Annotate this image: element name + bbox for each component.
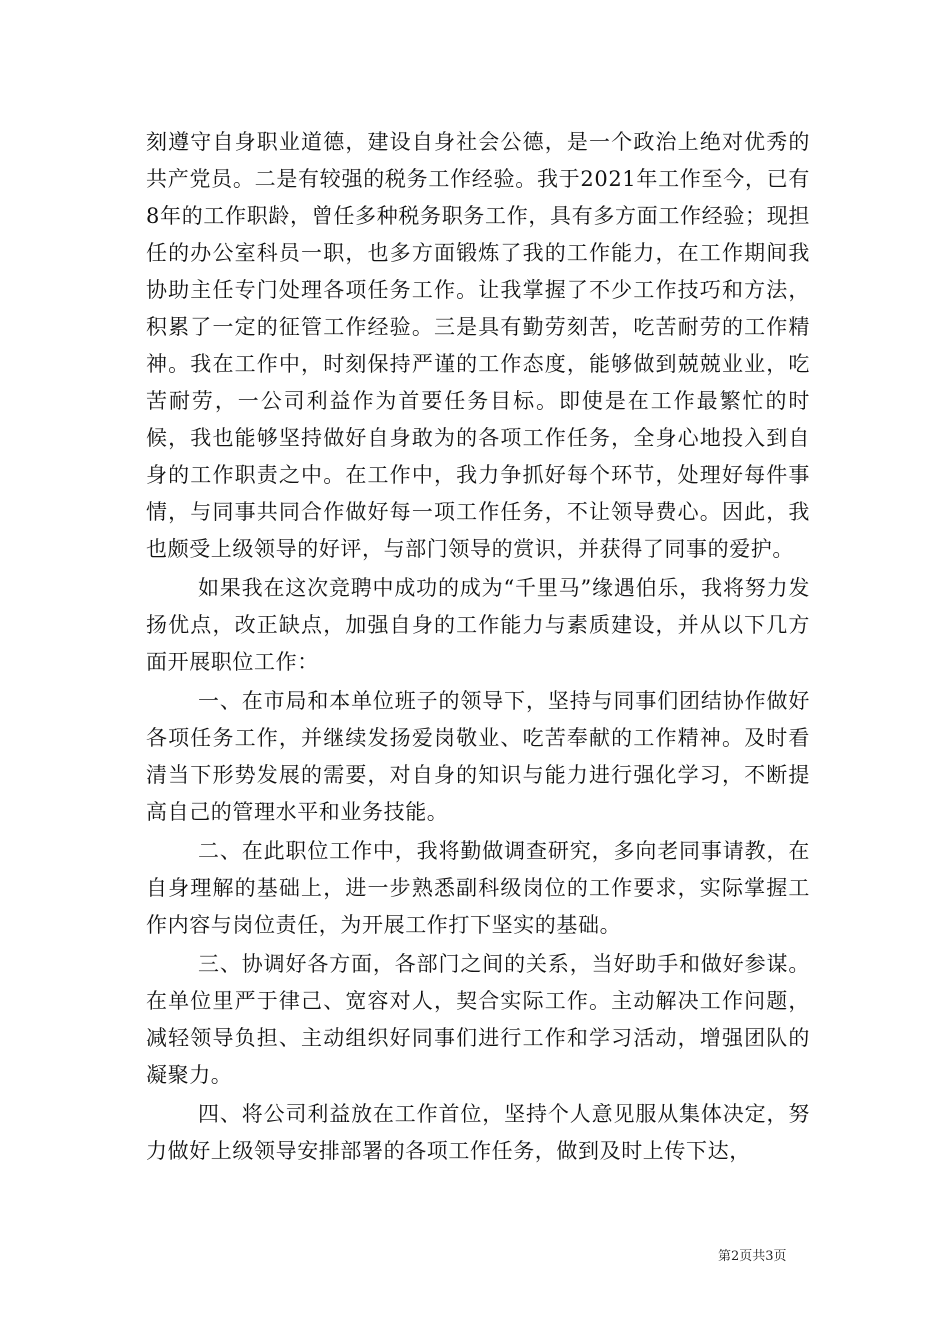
paragraph-intro-plan: 如果我在这次竞聘中成功的成为“千里马”缘遇伯乐，我将努力发扬优点，改正缺点，加强自身的工作能力与素质建设，并从以下几方面开展职位工作： [146,576,810,674]
paragraph-point-one: 一、在市局和本单位班子的领导下，坚持与同事们团结协作做好各项任务工作，并继续发扬爱岗敬业、吃苦奉献的工作精神。及时看清当下形势发展的需要，对自身的知识与能力进行强化学习，不断提高自己的管理水平和业务技能。 [146,689,810,824]
paragraph-continued: 刻遵守自身职业道德，建设自身社会公德，是一个政治上绝对优秀的共产党员。二是有较强的税务工作经验。我于2021年工作至今，已有8年的工作职龄，曾任多种税务职务工作，具有多方面工作经验；现担任的办公室科员一职，也多方面锻炼了我的工作能力，在工作期间我协助主任专门处理各项任务工作。让我掌握了不少工作技巧和方法，积累了一定的征管工作经验。三是具有勤劳刻苦，吃苦耐劳的工作精神。我在工作中，时刻保持严谨的工作态度，能够做到兢兢业业，吃苦耐劳，一公司利益作为首要任务目标。即使是在工作最繁忙的时候，我也能够坚持做好自身敢为的各项工作任务，全身心地投入到自身的工作职责之中。在工作中，我力争抓好每个环节，处理好每件事情，与同事共同合作做好每一项工作任务，不让领导费心。因此，我也颇受上级领导的好评，与部门领导的赏识，并获得了同事的爱护。 [146,130,810,561]
paragraph-point-three: 三、协调好各方面，各部门之间的关系，当好助手和做好参谋。在单位里严于律己、宽容对人，契合实际工作。主动解决工作问题，减轻领导负担、主动组织好同事们进行工作和学习活动，增强团队的凝聚力。 [146,952,810,1087]
paragraph-point-four: 四、将公司利益放在工作首位，坚持个人意见服从集体决定，努力做好上级领导安排部署的各项工作任务，做到及时上传下达， [146,1102,810,1163]
paragraph-point-two: 二、在此职位工作中，我将勤做调查研究，多向老同事请教，在自身理解的基础上，进一步熟悉副科级岗位的工作要求，实际掌握工作内容与岗位责任，为开展工作打下坚实的基础。 [146,839,810,937]
document-body [146,124,810,1170]
page-number: 第2页共3页 [718,1249,787,1264]
